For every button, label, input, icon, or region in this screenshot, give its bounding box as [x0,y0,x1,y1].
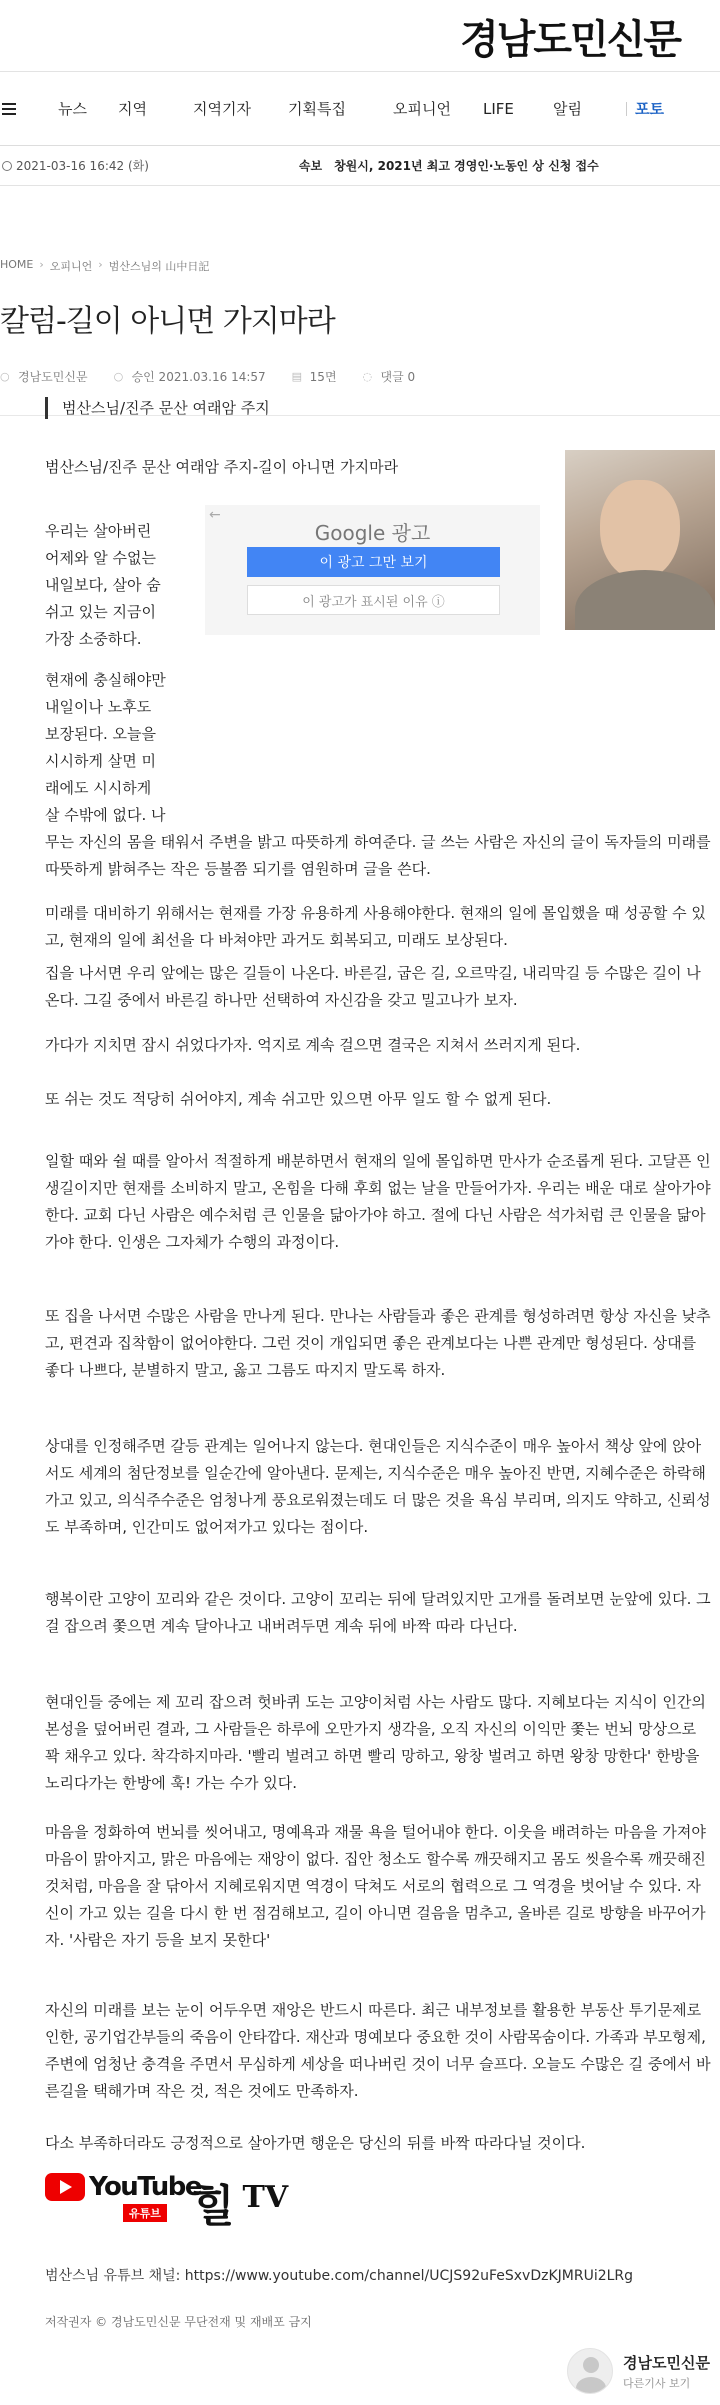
youtube-play-icon [45,2173,85,2201]
avatar [567,2348,613,2394]
article-title: 칼럼-길이 아니면 가지마라 [0,304,335,339]
chevron-right-icon: › [98,258,103,271]
breaking-ticker [0,146,720,186]
paragraph-2-continuation: 무는 자신의 몸을 태워서 주변을 밝고 따뜻하게 하여준다. 글 쓰는 사람은 자신의 글이 독자들의 미래를 따뜻하게 밝혀주는 작은 등불쯤 되기를 염원하며 글을 쓴다. [45,833,711,878]
breadcrumb-home[interactable]: HOME [0,258,34,271]
paragraph: 집을 나서면 우리 앞에는 많은 길들이 나온다. 바른길, 굽은 길, 오르막길, 내리막길 등 수많은 길이 나온다. 그길 중에서 바른길 하나만 선택하여 자신감을 갖고 밀고나가 보자. [45,964,701,1009]
author-name: 경남도민신문 [623,2353,710,2372]
meta-comments[interactable]: ◌ 댓글 0 [362,369,416,384]
breadcrumb [0,258,720,274]
clock-icon: ○ [113,369,124,383]
menu-icon[interactable] [2,103,16,115]
meta-author: ○ 경남도민신문 [0,369,88,384]
breadcrumb-category[interactable]: 범산스님의 山中日記 [108,260,210,273]
paragraph: 또 쉬는 것도 적당히 쉬어야지, 계속 쉬고만 있으면 아무 일도 할 수 없게 된다. [45,1090,552,1108]
author-photo [565,450,715,630]
breaking-label: 속보 [298,159,323,173]
nav-item[interactable]: 알림 [553,100,582,118]
person-icon: ○ [0,369,10,383]
copyright-notice: 저작권자 © 경남도민신문 무단전재 및 재배포 금지 [45,2315,312,2329]
page-icon: ▤ [291,369,303,383]
clock-icon [2,161,12,171]
paragraph: 상대를 인정해주면 갈등 관계는 일어나지 않는다. 현대인들은 지식수준이 매우 높아서 책상 앞에 앉아서도 세계의 첨단정보를 일순간에 알아낸다. 문제는, 지식수준은 매우 높아진 반면, 지혜수준은 하락해가고 있고, 의식주수준은 엄청나게 풍요로워졌는데도 더 많은 것을 욕심 부리며, 의지도 약하고, 신뢰성도 부족하며, 인간미도 없어져가고 있다는 점이다. [45,1437,711,1536]
ad-title: Google 광고 [314,521,431,545]
paragraph: 마음을 정화하여 번뇌를 씻어내고, 명예욕과 재물 욕을 털어내야 한다. 이웃을 배려하는 마음을 가져야 마음이 맑아지고, 맑은 마음에는 재앙이 없다. 집안 청소도 할수록 깨끗해지고 몸도 씻을수록 깨끗해진 것처럼, 마음을 잘 닦아서 지혜로워지면 역경이 닥쳐도 서로의 협력으로 그 역경을 벗어날 수 있다. 자신이 가고 있는 길을 다시 한 번 점검해보고, 길이 아니면 걸음을 멈추고, 올바른 길로 방향을 바꾸어가자. '사람은 자기 등을 보지 못한다' [45,1823,706,1949]
youtube-sub-label: 유튜브 [123,2204,167,2222]
youtube-channel-line[interactable]: 범산스님 유튜브 채널: https://www.youtube.com/channel/UCJS92uFeSxvDzKJMRUi2LRg [45,2268,634,2284]
google-ad-panel [205,505,540,635]
nav-item[interactable]: 포토 [635,100,664,118]
breadcrumb-section[interactable]: 오피니언 [49,260,93,273]
article-subhead: 범산스님/진주 문산 여래암 주지 [45,397,270,419]
paragraph: 현대인들 중에는 제 꼬리 잡으려 헛바퀴 도는 고양이처럼 사는 사람도 많다. 지혜보다는 지식이 인간의 본성을 덮어버린 결과, 그 사람들은 하루에 오만가지 생각을, 오직 자신의 이익만 쫓는 번뇌 망상으로 꽉 채우고 있다. 착각하지마라. '빨리 벌려고 하면 빨리 망하고, 왕창 벌려고 하면 왕창 망한다' 한방을 노리다가는 한방에 훅! 가는 수가 있다. [45,1693,706,1792]
paragraph: 일할 때와 쉴 때를 알아서 적절하게 배분하면서 현재의 일에 몰입하면 만사가 순조롭게 된다. 고달픈 인생길이지만 현재를 소비하지 말고, 온힘을 다해 후회 없는 날을 만들어가자. 우리는 배운 대로 살아가야한다. 교회 다닌 사람은 예수처럼 큰 인물을 닮아가야 하고. 절에 다닌 사람은 석가처럼 큰 인물을 닮아가야 한다. 인생은 그자체가 수행의 과정이다. [45,1152,711,1251]
meta-page: ▤ 15면 [291,369,337,384]
youtube-logo[interactable]: YouTube 유튜브 [45,2172,201,2202]
stop-ad-button[interactable]: 이 광고 그만 보기 [247,547,500,577]
paragraph: 가다가 지치면 잠시 쉬었다가자. 억지로 계속 걸으면 결국은 지쳐서 쓰러지게 된다. [45,1036,581,1054]
breaking-headline[interactable]: 창원시, 2021년 최고 경영인·노동인 상 신청 접수 [334,159,599,173]
why-ad-button[interactable]: 이 광고가 표시된 이유 ⓘ [247,585,500,615]
nav-item[interactable]: 오피니언 [393,100,451,118]
nav-item[interactable]: 지역기자 [193,100,251,118]
more-articles-link[interactable]: 다른기사 보기 [623,2376,691,2390]
paragraph: 자신의 미래를 보는 눈이 어두우면 재앙은 반드시 따른다. 최근 내부정보를 활용한 부동산 투기문제로 인한, 공기업간부들의 죽음이 안타깝다. 재산과 명예보다 중요한 것이 사람목숨이다. 가족과 부모형제, 주변에 엄청난 충격을 주면서 무심하게 세상을 떠나버린 것이 너무 슬프다. 오늘도 수많은 길 중에서 바른길을 택해가며 작은 것, 적은 것에도 만족하자. [45,2001,711,2100]
current-datetime: 2021-03-16 16:42 (화) [2,157,149,174]
wrapped-paragraph-1: 우리는 살아버린 어제와 알 수없는 내일보다, 살아 숨 쉬고 있는 지금이 가장 소중하다. [45,522,161,648]
article-lead: 범산스님/진주 문산 여래암 주지-길이 아니면 가지마라 [45,458,399,476]
paragraph: 미래를 대비하기 위해서는 현재를 가장 유용하게 사용해야한다. 현재의 일에 몰입했을 때 성공할 수 있고, 현재의 일에 최선을 다 바쳐야만 과거도 회복되고, 미래도 보상된다. [45,904,706,949]
nav-item[interactable]: 뉴스 [58,100,87,118]
wrapped-paragraph-2: 현재에 충실해야만 내일이나 노후도 보장된다. 오늘을 시시하게 살면 미 래에도 시시하게 살 수밖에 없다. 나 [45,671,166,824]
heal-tv-logo[interactable]: 힐 $^{TV}$ [192,2180,289,2232]
nav-item[interactable]: 기획특집 [288,100,346,118]
meta-approved: ○ 승인 2021.03.16 14:57 [113,369,266,384]
nav-item[interactable]: 지역 [118,100,147,118]
back-arrow-icon[interactable]: ← [209,507,221,523]
paragraph: 다소 부족하더라도 긍정적으로 살아가면 행운은 당신의 뒤를 바짝 따라다닐 것이다. [45,2134,586,2152]
paragraph: 행복이란 고양이 꼬리와 같은 것이다. 고양이 꼬리는 뒤에 달려있지만 고개를 돌려보면 눈앞에 있다. 그걸 잡으려 쫓으면 계속 달아나고 내버려두면 계속 뒤에 바짝 따라 다닌다. [45,1590,711,1635]
chevron-right-icon: › [39,258,44,271]
masthead [0,0,720,72]
author-box[interactable] [567,2348,710,2394]
nav-item[interactable]: LIFE [483,99,514,118]
paragraph: 또 집을 나서면 수많은 사람을 만나게 된다. 만나는 사람들과 좋은 관계를 형성하려면 항상 자신을 낮추고, 편견과 집착함이 없어야한다. 그런 것이 개입되면 좋은 관계보다는 나쁜 관계만 형성된다. 상대를 좋다 나쁘다, 분별하지 말고, 옳고 그름도 따지지 말도록 하자. [45,1307,711,1379]
comment-icon: ◌ [362,369,373,383]
site-logo[interactable]: 경남도민신문 [460,16,680,63]
nav-menu [58,98,675,119]
nav-divider [626,102,627,116]
main-nav [0,72,720,146]
